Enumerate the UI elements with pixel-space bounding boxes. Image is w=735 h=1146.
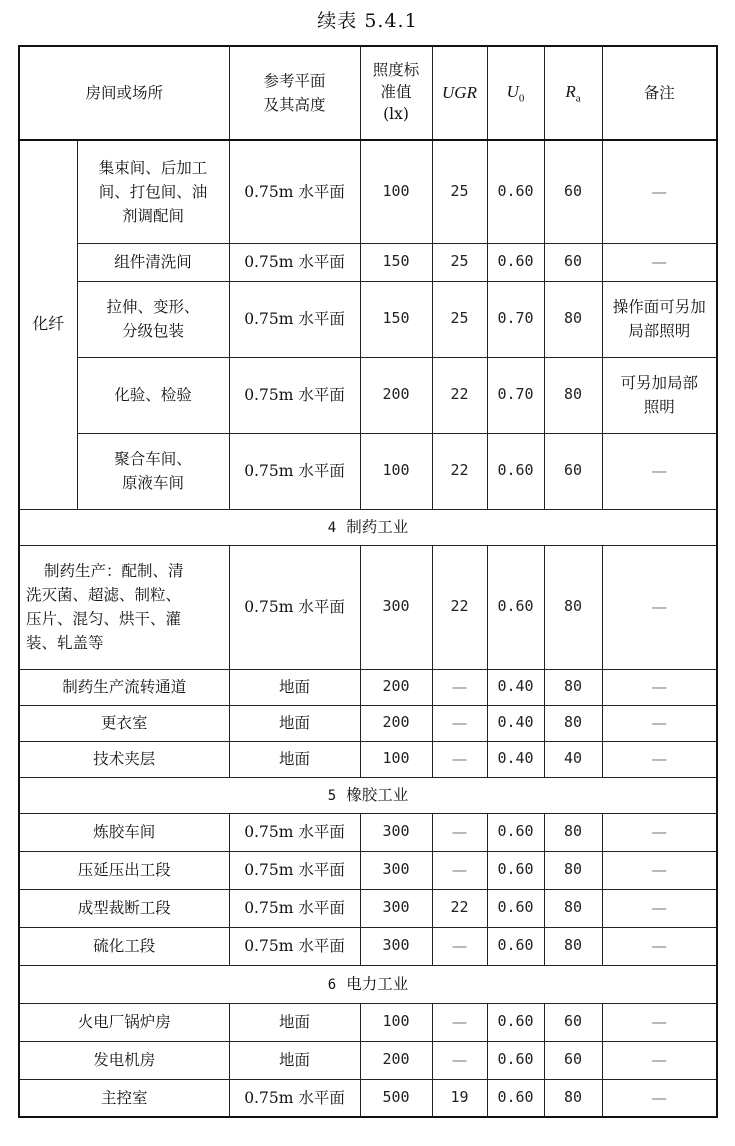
ra-value: 80 (544, 927, 602, 965)
illuminance-value: 200 (360, 357, 432, 433)
ugr-value: 19 (432, 1079, 487, 1117)
group-label-chemical-fiber: 化纤 (19, 140, 77, 509)
ra-value: 80 (544, 545, 602, 669)
note-value: — (602, 433, 717, 509)
note-value: — (602, 889, 717, 927)
note-value: — (602, 140, 717, 243)
reference-plane: 地面 (229, 1041, 360, 1079)
note-value: — (602, 243, 717, 281)
ugr-value: — (432, 851, 487, 889)
header-ra (544, 46, 602, 140)
note-value: — (602, 705, 717, 741)
note-value: — (602, 545, 717, 669)
table-row (19, 1003, 717, 1041)
section-header-row (19, 509, 717, 545)
ra-value: 60 (544, 1041, 602, 1079)
table-row (19, 889, 717, 927)
u0-value: 0.40 (487, 669, 544, 705)
ugr-value: 22 (432, 889, 487, 927)
section-title-power (19, 965, 717, 1003)
table-row (19, 140, 717, 243)
table-row (19, 669, 717, 705)
ra-value: 80 (544, 669, 602, 705)
place-name: 制药生产：配制、清 洗灭菌、超滤、制粒、 压片、混匀、烘干、灌 装、轧盖等 (19, 545, 229, 669)
table-row (19, 813, 717, 851)
ra-value: 60 (544, 140, 602, 243)
reference-plane: 0.75m 水平面 (229, 927, 360, 965)
ugr-value: 22 (432, 545, 487, 669)
reference-plane: 0.75m 水平面 (229, 357, 360, 433)
note-value: — (602, 741, 717, 777)
table-row (19, 545, 717, 669)
place-name: 制药生产流转通道 (19, 669, 229, 705)
place-name: 发电机房 (19, 1041, 229, 1079)
u0-value: 0.60 (487, 1003, 544, 1041)
illuminance-value: 300 (360, 927, 432, 965)
note-value: — (602, 927, 717, 965)
reference-plane: 0.75m 水平面 (229, 243, 360, 281)
reference-plane: 地面 (229, 705, 360, 741)
ra-value: 80 (544, 1079, 602, 1117)
place-name: 主控室 (19, 1079, 229, 1117)
reference-plane: 地面 (229, 741, 360, 777)
illuminance-value: 200 (360, 669, 432, 705)
header-place: 房间或场所 (19, 46, 229, 140)
header-lux-line2: 准值 (380, 83, 412, 102)
header-plane-line1: 参考平面 (263, 71, 326, 90)
ugr-value: — (432, 1041, 487, 1079)
place-name: 拉伸、变形、 分级包装 (77, 281, 229, 357)
u0-value: 0.70 (487, 357, 544, 433)
table-row (19, 243, 717, 281)
section-number: 5 (327, 787, 337, 804)
section-number: 4 (327, 519, 337, 536)
illuminance-value: 300 (360, 813, 432, 851)
section-header-row (19, 777, 717, 813)
note-value: — (602, 813, 717, 851)
header-ugr-label: UGR (442, 82, 477, 102)
ra-value: 60 (544, 243, 602, 281)
section-title: 电力工业 (346, 974, 409, 993)
table-row (19, 357, 717, 433)
ugr-value: 25 (432, 140, 487, 243)
reference-plane: 0.75m 水平面 (229, 545, 360, 669)
header-lux-line3: (lx) (383, 104, 409, 123)
section-title: 橡胶工业 (346, 785, 409, 804)
illuminance-value: 300 (360, 889, 432, 927)
reference-plane: 0.75m 水平面 (229, 889, 360, 927)
header-lux-line1: 照度标 (372, 61, 420, 80)
u0-value: 0.60 (487, 545, 544, 669)
place-name: 火电厂锅炉房 (19, 1003, 229, 1041)
header-u0 (487, 46, 544, 140)
header-plane-line2: 及其高度 (263, 96, 326, 114)
note-value: — (602, 851, 717, 889)
ra-value: 80 (544, 851, 602, 889)
table-row (19, 741, 717, 777)
table-row (19, 927, 717, 965)
illuminance-value: 500 (360, 1079, 432, 1117)
section-title-pharmaceutical (19, 509, 717, 545)
table-row (19, 1041, 717, 1079)
place-name: 更衣室 (19, 705, 229, 741)
illuminance-value: 200 (360, 705, 432, 741)
ra-value: 40 (544, 741, 602, 777)
ugr-value: — (432, 1003, 487, 1041)
section-header-row (19, 965, 717, 1003)
reference-plane: 0.75m 水平面 (229, 140, 360, 243)
header-ugr (432, 46, 487, 140)
note-value: 操作面可另加 局部照明 (602, 281, 717, 357)
illuminance-value: 100 (360, 741, 432, 777)
illuminance-value: 100 (360, 433, 432, 509)
u0-value: 0.70 (487, 281, 544, 357)
note-value: 可另加局部 照明 (602, 357, 717, 433)
reference-plane: 地面 (229, 1003, 360, 1041)
place-name: 技术夹层 (19, 741, 229, 777)
illuminance-value: 100 (360, 1003, 432, 1041)
ugr-value: — (432, 813, 487, 851)
table-row (19, 851, 717, 889)
ra-value: 80 (544, 813, 602, 851)
ra-value: 80 (544, 357, 602, 433)
ugr-value: — (432, 669, 487, 705)
u0-value: 0.60 (487, 433, 544, 509)
header-row (19, 46, 717, 140)
header-ra-main: R (565, 81, 576, 101)
note-value: — (602, 1079, 717, 1117)
ra-value: 80 (544, 281, 602, 357)
section-title: 制药工业 (346, 517, 409, 536)
ra-value: 80 (544, 889, 602, 927)
ugr-value: 22 (432, 433, 487, 509)
u0-value: 0.60 (487, 927, 544, 965)
header-u0-sub: 0 (518, 92, 525, 105)
ugr-value: 25 (432, 243, 487, 281)
ugr-value: — (432, 927, 487, 965)
ugr-value: — (432, 705, 487, 741)
u0-value: 0.60 (487, 243, 544, 281)
ra-value: 60 (544, 1003, 602, 1041)
table-row (19, 1079, 717, 1117)
table-row (19, 705, 717, 741)
header-illuminance (360, 46, 432, 140)
reference-plane: 0.75m 水平面 (229, 1079, 360, 1117)
illuminance-standard-table (18, 45, 718, 1118)
section-number: 6 (327, 976, 337, 993)
u0-value: 0.60 (487, 1041, 544, 1079)
illuminance-value: 150 (360, 281, 432, 357)
place-name: 压延压出工段 (19, 851, 229, 889)
u0-value: 0.40 (487, 741, 544, 777)
place-name: 炼胶车间 (19, 813, 229, 851)
u0-value: 0.40 (487, 705, 544, 741)
table-caption: 续表 5.4.1 (317, 10, 418, 32)
note-value: — (602, 1041, 717, 1079)
place-name: 聚合车间、 原液车间 (77, 433, 229, 509)
illuminance-value: 300 (360, 851, 432, 889)
illuminance-value: 300 (360, 545, 432, 669)
table-row (19, 433, 717, 509)
place-name: 集束间、后加工 间、打包间、油 剂调配间 (77, 140, 229, 243)
note-value: — (602, 1003, 717, 1041)
u0-value: 0.60 (487, 813, 544, 851)
ra-value: 80 (544, 705, 602, 741)
reference-plane: 0.75m 水平面 (229, 851, 360, 889)
header-note: 备注 (602, 46, 717, 140)
place-name: 成型裁断工段 (19, 889, 229, 927)
header-ra-sub: a (575, 92, 581, 105)
reference-plane: 0.75m 水平面 (229, 433, 360, 509)
illuminance-value: 200 (360, 1041, 432, 1079)
u0-value: 0.60 (487, 1079, 544, 1117)
place-name: 化验、检验 (77, 357, 229, 433)
illuminance-value: 100 (360, 140, 432, 243)
section-title-rubber (19, 777, 717, 813)
u0-value: 0.60 (487, 889, 544, 927)
header-reference-plane (229, 46, 360, 140)
place-name: 组件清洗间 (77, 243, 229, 281)
ra-value: 60 (544, 433, 602, 509)
reference-plane: 0.75m 水平面 (229, 281, 360, 357)
reference-plane: 地面 (229, 669, 360, 705)
ugr-value: — (432, 741, 487, 777)
reference-plane: 0.75m 水平面 (229, 813, 360, 851)
header-u0-main: U (506, 81, 519, 101)
u0-value: 0.60 (487, 851, 544, 889)
place-name: 硫化工段 (19, 927, 229, 965)
u0-value: 0.60 (487, 140, 544, 243)
note-value: — (602, 669, 717, 705)
table-row (19, 281, 717, 357)
illuminance-value: 150 (360, 243, 432, 281)
ugr-value: 25 (432, 281, 487, 357)
ugr-value: 22 (432, 357, 487, 433)
